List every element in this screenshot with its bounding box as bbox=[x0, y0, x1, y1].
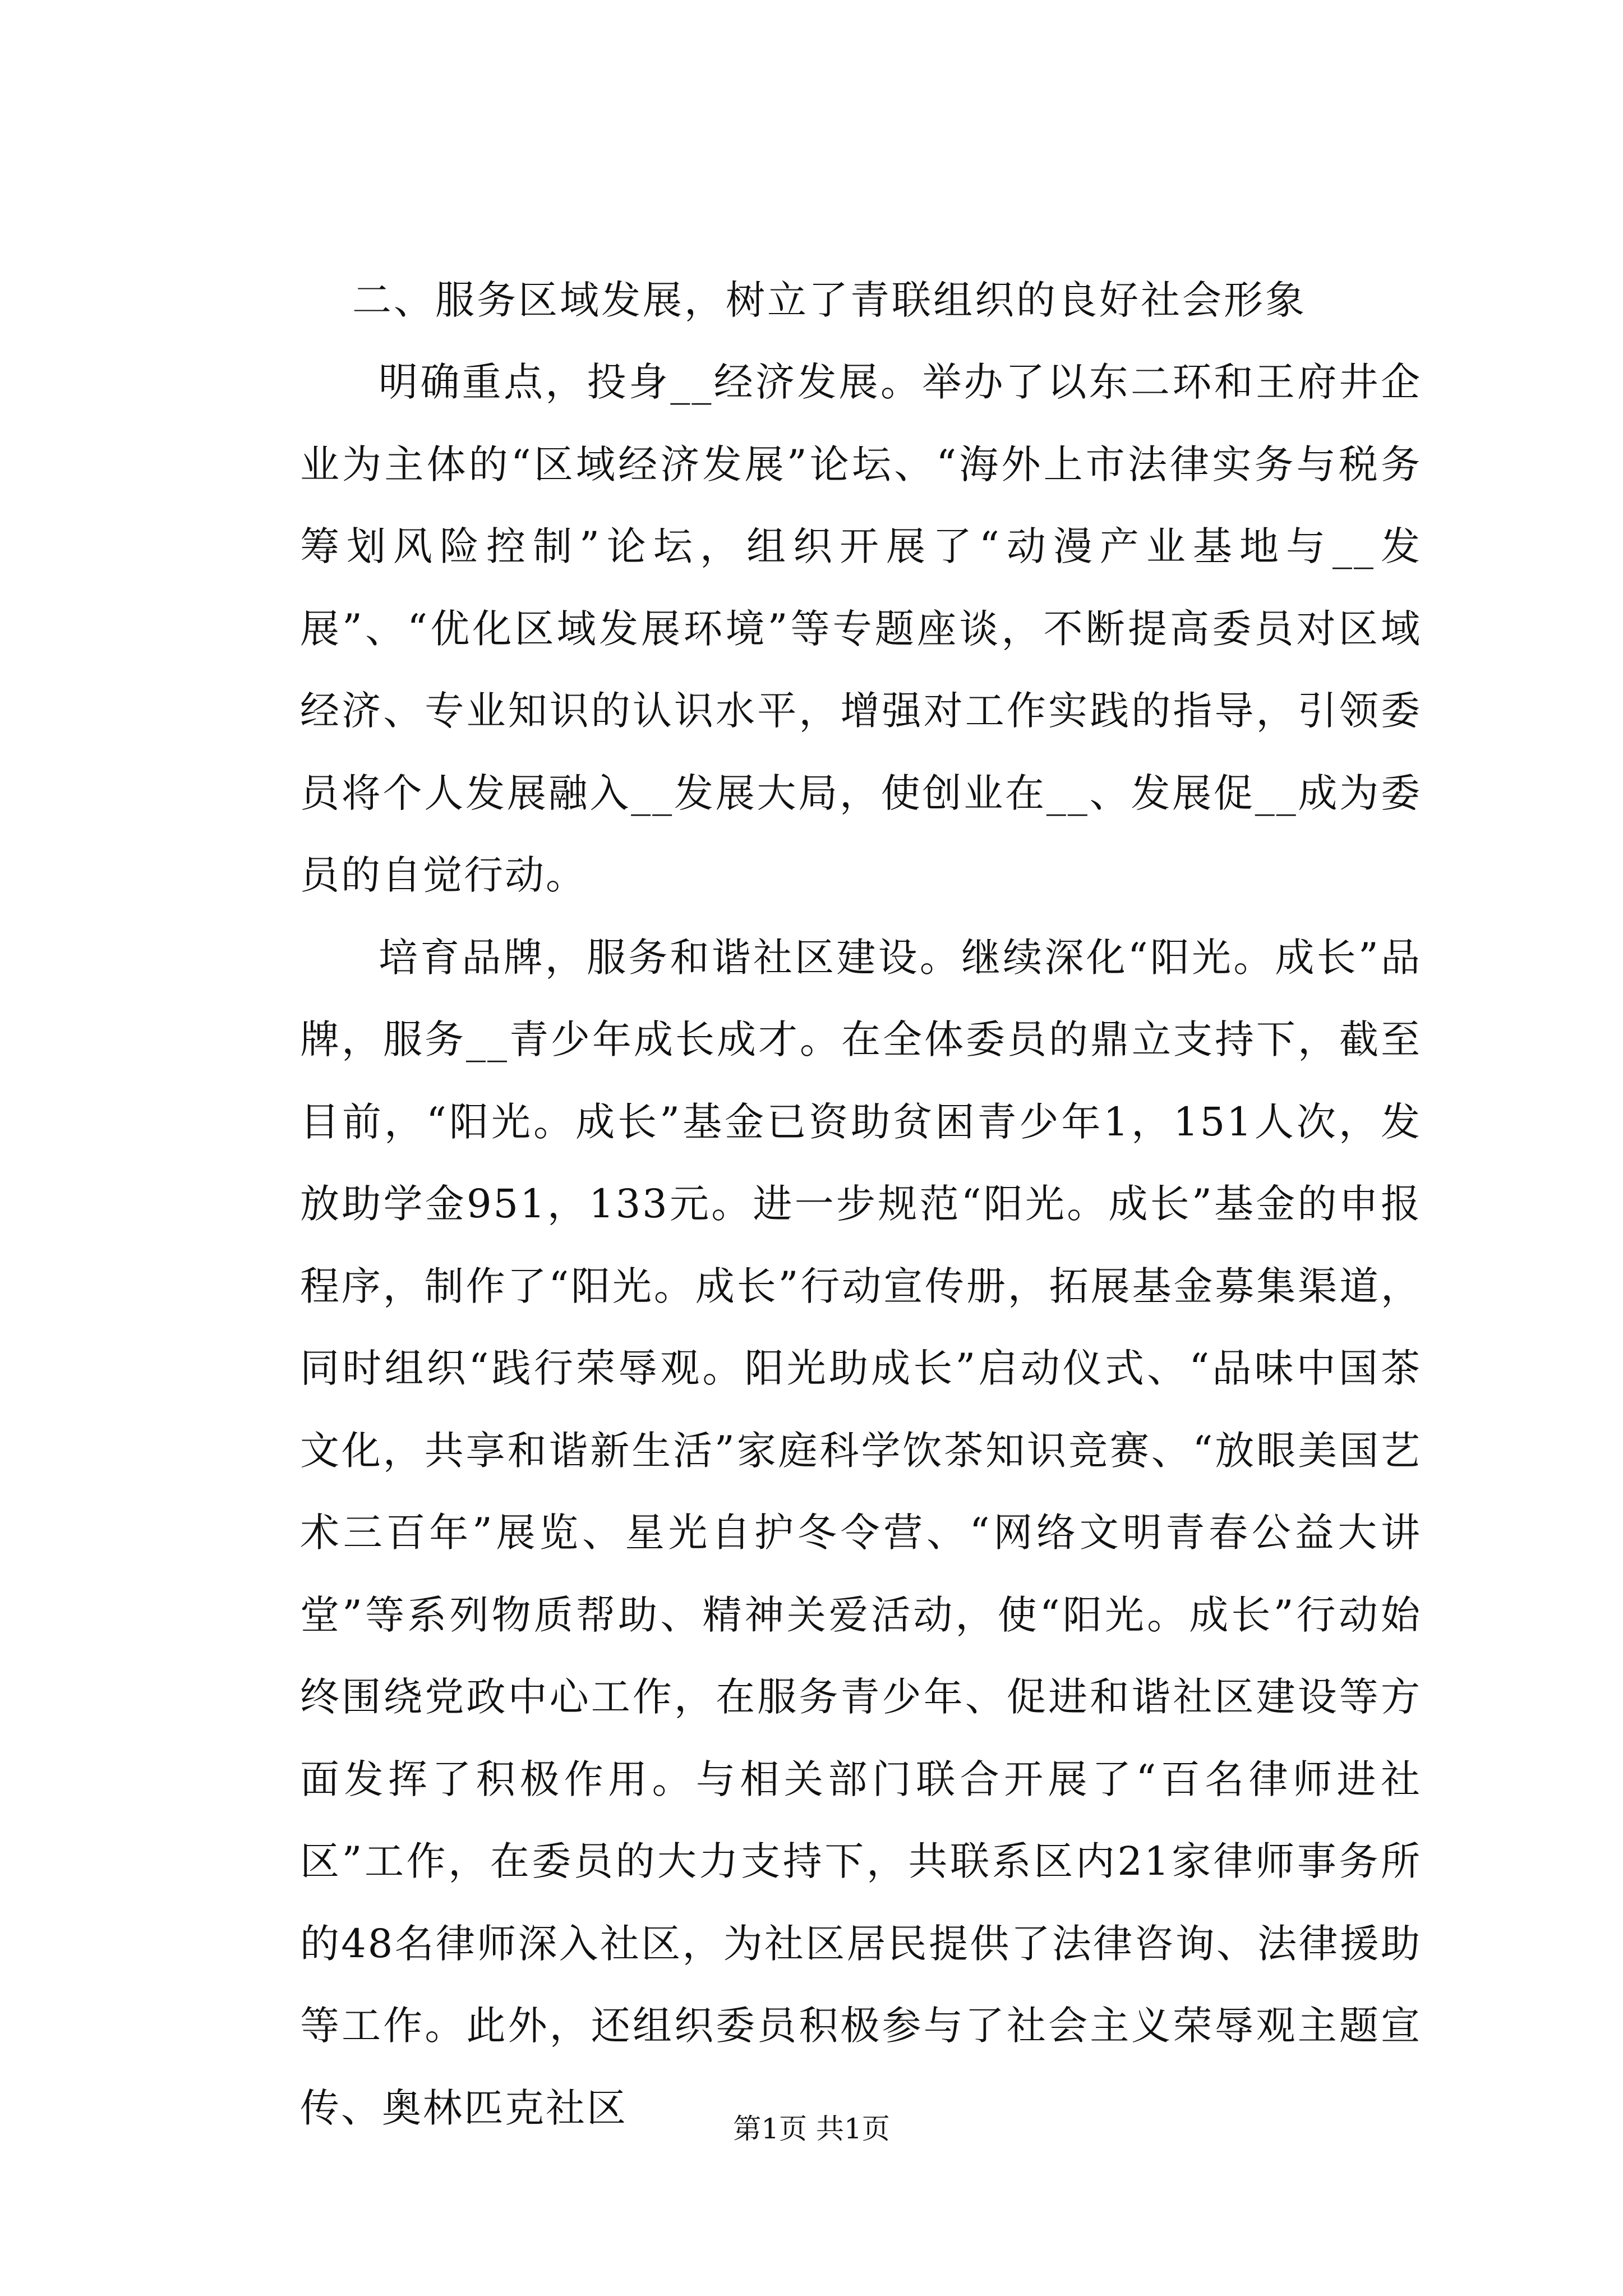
page-footer: 第1页 共1页 bbox=[733, 2113, 890, 2145]
document-body bbox=[300, 260, 1422, 2149]
paragraph-community-building: 培育品牌，服务和谐社区建设。继续深化“阳光。成长”品牌，服务__青少年成长成才。在全体委员的鼎立支持下，截至目前，“阳光。成长”基金已资助贫困青少年1，151人次，发放助学金951，133元。进一步规范“阳光。成长”基金的申报程序，制作了“阳光。成长”行动宣传册，拓展基金募集渠道，同时组织“践行荣辱观。阳光助成长”启动仪式、“品味中国茶文化，共享和谐新生活”家庭科学饮茶知识竞赛、“放眼美国艺术三百年”展览、星光自护冬令营、“网络文明青春公益大讲堂”等系列物质帮助、精神关爱活动，使“阳光。成长”行动始终围绕党政中心工作，在服务青少年、促进和谐社区建设等方面发挥了积极作用。与相关部门联合开展了“百名律师进社区”工作，在委员的大力支持下，共联系区内21家律师事务所的48名律师深入社区，为社区居民提供了法律咨询、法律援助等工作。此外，还组织委员积极参与了社会主义荣辱观主题宣传、奥林匹克社区 bbox=[300, 934, 1422, 2131]
section-heading: 二、服务区域发展，树立了青联组织的良好社会形象 bbox=[352, 277, 1307, 323]
paragraph-economic-development: 明确重点，投身__经济发展。举办了以东二环和王府井企业为主体的“区域经济发展”论坛、“海外上市法律实务与税务筹划风险控制”论坛，组织开展了“动漫产业基地与__发展”、“优化区域发展环境”等专题座谈，不断提高委员对区域经济、专业知识的认识水平，增强对工作实践的指导，引领委员将个人发展融入__发展大局，使创业在__、发展促__成为委员的自觉行动。 bbox=[300, 359, 1422, 898]
